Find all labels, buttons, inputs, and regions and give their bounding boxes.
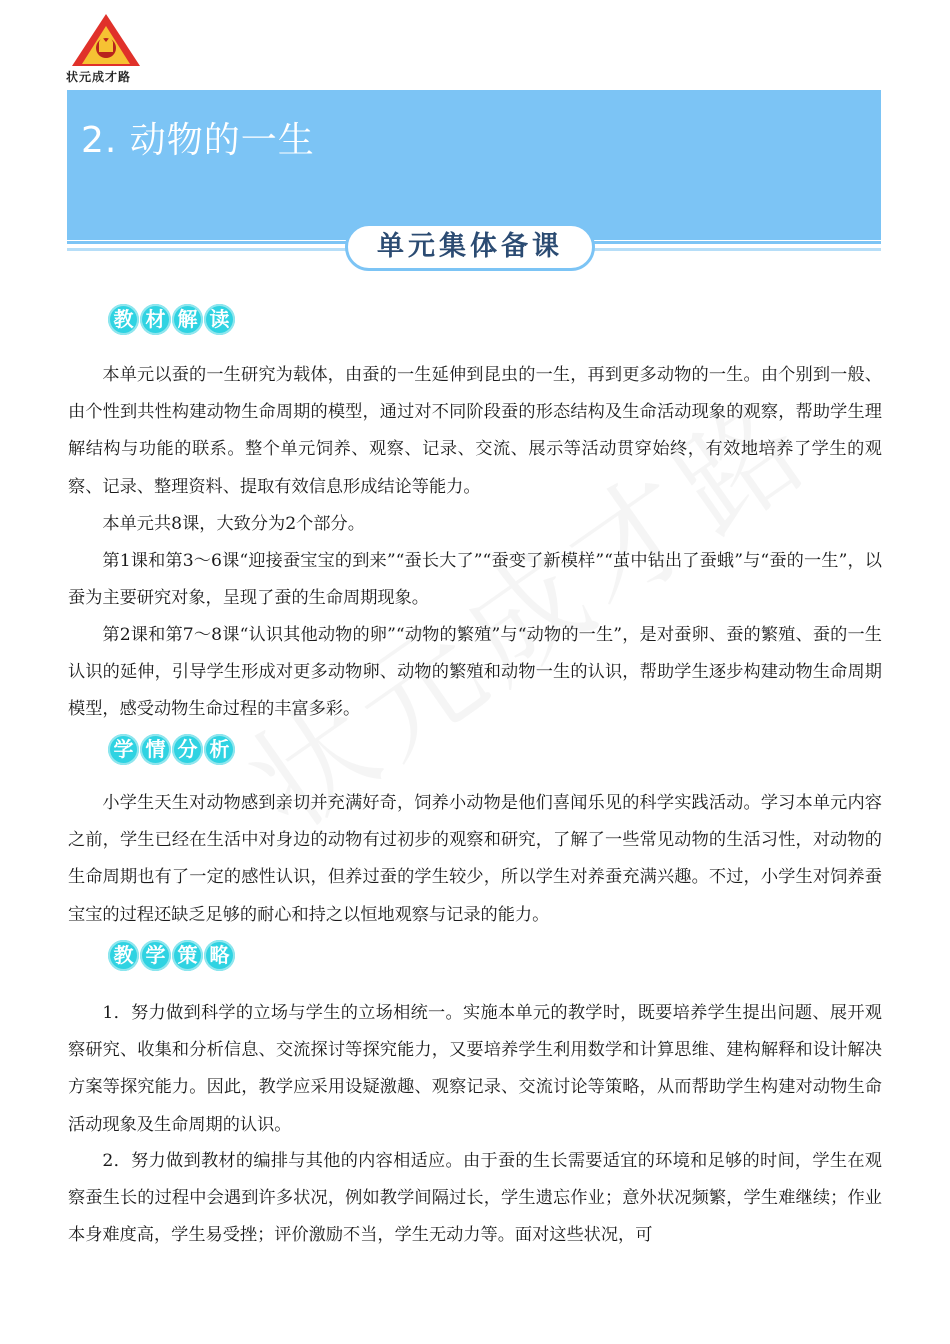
badge-char: 析 bbox=[204, 734, 235, 765]
section-badge-student-analysis bbox=[108, 734, 236, 766]
badge-char: 教 bbox=[108, 304, 139, 335]
badge-char: 读 bbox=[204, 304, 235, 335]
paragraph: 第1课和第3～6课“迎接蚕宝宝的到来”“蚕长大了”“蚕变了新模样”“茧中钻出了蚕蛾”与“蚕的一生”，以蚕为主要研究对象，呈现了蚕的生命周期现象。 bbox=[68, 551, 882, 609]
publisher-logo bbox=[66, 10, 148, 86]
badge-char: 策 bbox=[172, 940, 203, 971]
paragraph: 1．努力做到科学的立场与学生的立场相统一。实施本单元的教学时，既要培养学生提出问题、展开观察研究、收集和分析信息、交流探讨等探究能力，又要培养学生利用数学和计算思维、建构解释和设计解决方案等探究能力。因此，教学应采用设疑激趣、观察记录、交流讨论等策略，从而帮助学生构建对动物生命活动现象及生命周期的认识。 bbox=[68, 1003, 882, 1135]
badge-char: 材 bbox=[140, 304, 171, 335]
badge-char: 略 bbox=[204, 940, 235, 971]
badge-char: 情 bbox=[140, 734, 171, 765]
section-badge-textbook bbox=[108, 304, 236, 336]
badge-char: 学 bbox=[140, 940, 171, 971]
paragraph: 本单元以蚕的一生研究为载体，由蚕的一生延伸到昆虫的一生，再到更多动物的一生。由个别到一般、由个性到共性构建动物生命周期的模型，通过对不同阶段蚕的形态结构及生命活动现象的观察，帮助学生理解结构与功能的联系。整个单元饲养、观察、记录、交流、展示等活动贯穿始终，有效地培养了学生的观察、记录、整理资料、提取有效信息形成结论等能力。 bbox=[68, 365, 882, 497]
paragraph: 小学生天生对动物感到亲切并充满好奇，饲养小动物是他们喜闻乐见的科学实践活动。学习本单元内容之前，学生已经在生活中对身边的动物有过初步的观察和研究，了解了一些常见动物的生活习性，对动物的生命周期也有了一定的感性认识，但养过蚕的学生较少，所以学生对养蚕充满兴趣。不过，小学生对饲养蚕宝宝的过程还缺乏足够的耐心和持之以恒地观察与记录的能力。 bbox=[68, 793, 882, 925]
unit-label: 单元集体备课 bbox=[345, 223, 595, 271]
chapter-banner bbox=[67, 90, 881, 240]
section-badge-teaching-strategy bbox=[108, 940, 236, 972]
badge-char: 教 bbox=[108, 940, 139, 971]
paragraph: 第2课和第7～8课“认识其他动物的卵”“动物的繁殖”与“动物的一生”，是对蚕卵、蚕的繁殖、蚕的一生认识的延伸，引导学生形成对更多动物卵、动物的繁殖和动物一生的认识，帮助学生逐步构建动物生命周期模型，感受动物生命过程的丰富多彩。 bbox=[68, 625, 882, 720]
chapter-title: 2. 动物的一生 bbox=[81, 120, 315, 161]
paragraph: 本单元共8课，大致分为2个部分。 bbox=[102, 514, 365, 534]
logo-text: 状元成才路 bbox=[66, 70, 132, 84]
badge-char: 解 bbox=[172, 304, 203, 335]
crown-triangle-icon bbox=[70, 12, 142, 68]
badge-char: 学 bbox=[108, 734, 139, 765]
paragraph: 2．努力做到教材的编排与其他的内容相适应。由于蚕的生长需要适宜的环境和足够的时间，学生在观察蚕生长的过程中会遇到许多状况，例如教学间隔过长，学生遗忘作业；意外状况频繁，学生难继续；作业本身难度高，学生易受挫；评价激励不当，学生无动力等。面对这些状况，可 bbox=[68, 1151, 882, 1246]
badge-char: 分 bbox=[172, 734, 203, 765]
